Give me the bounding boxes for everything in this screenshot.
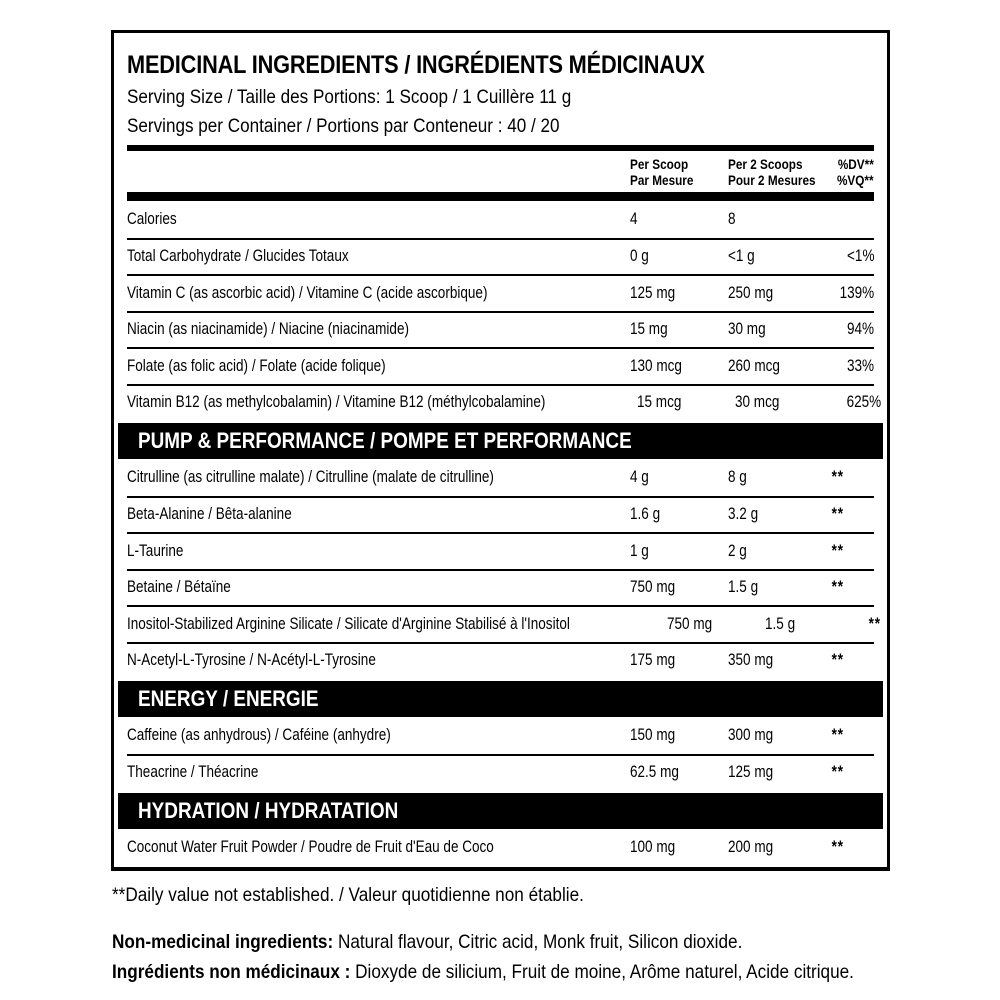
dv-value — [829, 210, 874, 229]
dv-value — [829, 357, 874, 376]
serving-size-line — [127, 87, 874, 108]
ingredient-name-text: Inositol-Stabilized Arginine Silicate / Silicate d'Arginine Stabilisé à l'Inositol — [127, 614, 570, 633]
column-header-dv — [829, 157, 874, 188]
table-row — [127, 459, 874, 496]
table-row — [127, 829, 874, 866]
dv-value — [829, 726, 874, 745]
dv-value — [829, 505, 874, 524]
per-scoop-value — [630, 320, 728, 339]
panel-title-text: MEDICINAL INGREDIENTS / INGRÉDIENTS MÉDICINAUX — [127, 51, 705, 79]
non-medicinal-text-en: Natural flavour, Citric acid, Monk fruit, Silicon dioxide. — [333, 931, 743, 953]
column-header-per-2-scoops — [728, 157, 829, 188]
non-medicinal-text-fr: Dioxyde de silicium, Fruit de moine, Arôme naturel, Acide citrique. — [350, 961, 854, 983]
per-scoop-value — [637, 393, 735, 412]
per-scoop-value-text: 4 — [630, 209, 638, 228]
panel-title — [127, 52, 874, 79]
non-medicinal-ingredients-fr — [112, 957, 912, 987]
per-2-scoops-value — [728, 578, 829, 597]
ingredient-name — [127, 505, 630, 524]
section-header-text: HYDRATION / HYDRATATION — [138, 798, 399, 823]
per-2-scoops-en: Per 2 Scoops — [728, 156, 803, 172]
per-scoop-value-text: 175 mg — [630, 651, 676, 670]
section-header-text: ENERGY / ENERGIE — [138, 686, 319, 711]
per-scoop-value-text: 100 mg — [630, 837, 676, 856]
per-scoop-value — [630, 210, 728, 229]
table-row — [127, 384, 882, 421]
daily-value-footnote — [112, 884, 912, 907]
section-header-hydration — [118, 793, 883, 829]
dv-value — [829, 838, 874, 857]
per-2-scoops-value-text: 8 g — [728, 467, 747, 486]
dv-value — [829, 284, 874, 303]
ingredient-name — [127, 284, 630, 303]
per-2-scoops-value — [728, 468, 829, 487]
column-header-empty — [127, 157, 630, 188]
per-scoop-value-text: 62.5 mg — [630, 763, 679, 782]
per-2-scoops-value — [728, 838, 829, 857]
per-scoop-value-text: 1.6 g — [630, 505, 661, 524]
ingredient-name — [127, 763, 630, 782]
per-scoop-en: Per Scoop — [630, 156, 689, 172]
table-row — [127, 532, 874, 569]
per-2-scoops-value-text: 3.2 g — [728, 505, 759, 524]
column-header-per-scoop — [630, 157, 728, 188]
table-row — [127, 201, 874, 238]
table-row — [127, 311, 874, 348]
per-2-scoops-value-text: 200 mg — [728, 837, 774, 856]
per-scoop-value — [630, 726, 728, 745]
per-2-scoops-value-text: 250 mg — [728, 283, 774, 302]
per-scoop-value — [630, 284, 728, 303]
dv-value-text: ** — [868, 614, 881, 633]
ingredient-name — [127, 468, 630, 487]
dv-value-text: ** — [831, 837, 844, 856]
per-2-scoops-value — [728, 542, 829, 561]
per-2-scoops-value — [728, 651, 829, 670]
per-scoop-value — [630, 505, 728, 524]
rule-below-headers — [127, 192, 874, 201]
table-row — [127, 347, 874, 384]
ingredient-name-text: Beta-Alanine / Bêta-alanine — [127, 505, 292, 524]
ingredient-name — [127, 542, 630, 561]
dv-value-text: ** — [831, 763, 844, 782]
table-row — [127, 642, 874, 679]
dv-en: %DV** — [838, 156, 874, 172]
non-medicinal-label-en: Non-medicinal ingredients: — [112, 931, 334, 953]
per-scoop-value — [630, 542, 728, 561]
per-2-scoops-value — [728, 726, 829, 745]
dv-value-text: 625% — [846, 393, 882, 412]
per-scoop-value — [667, 615, 765, 634]
ingredient-name — [127, 651, 630, 670]
dv-value — [829, 578, 874, 597]
dv-value — [829, 651, 874, 670]
per-2-scoops-value — [735, 393, 836, 412]
per-2-scoops-fr: Pour 2 Mesures — [728, 171, 816, 188]
per-scoop-value — [630, 468, 728, 487]
ingredient-name-text: N-Acetyl-L-Tyrosine / N-Acétyl-L-Tyrosine — [127, 651, 376, 670]
ingredient-name — [127, 320, 630, 339]
per-scoop-value — [630, 651, 728, 670]
ingredient-name — [127, 578, 630, 597]
dv-value — [829, 247, 874, 266]
per-scoop-value — [630, 763, 728, 782]
section-header-energy — [118, 681, 883, 717]
per-scoop-value-text: 125 mg — [630, 283, 676, 302]
ingredient-name — [127, 393, 637, 412]
ingredient-name-text: Vitamin C (as ascorbic acid) / Vitamine C (acide ascorbique) — [127, 283, 488, 302]
per-2-scoops-value-text: 30 mg — [728, 320, 766, 339]
per-2-scoops-value — [728, 763, 829, 782]
per-2-scoops-value-text: 1.5 g — [765, 614, 796, 633]
per-scoop-value-text: 750 mg — [667, 614, 713, 633]
per-2-scoops-value-text: 350 mg — [728, 651, 774, 670]
daily-value-footnote-text: **Daily value not established. / Valeur quotidienne non établie. — [112, 884, 584, 906]
dv-value — [829, 542, 874, 561]
ingredient-name-text: L-Taurine — [127, 541, 184, 560]
ingredient-name-text: Vitamin B12 (as methylcobalamin) / Vitamine B12 (méthylcobalamine) — [127, 393, 546, 412]
ingredient-name — [127, 357, 630, 376]
dv-value-text: 139% — [839, 283, 874, 302]
footer — [112, 884, 912, 987]
section-header-pump-performance — [118, 423, 883, 459]
per-2-scoops-value-text: 8 — [728, 209, 736, 228]
dv-fr: %VQ** — [837, 171, 874, 188]
dv-value-text: <1% — [846, 247, 874, 266]
ingredient-name-text: Caffeine (as anhydrous) / Caféine (anhydre) — [127, 725, 391, 744]
dv-value-text: 33% — [846, 356, 874, 375]
ingredient-name — [127, 726, 630, 745]
per-2-scoops-value-text: <1 g — [728, 247, 755, 266]
ingredient-name-text: Niacin (as niacinamide) / Niacine (niacinamide) — [127, 320, 409, 339]
ingredient-name-text: Theacrine / Théacrine — [127, 763, 259, 782]
servings-per-container-line — [127, 116, 874, 137]
per-scoop-value-text: 4 g — [630, 467, 649, 486]
per-scoop-value — [630, 578, 728, 597]
per-scoop-value-text: 15 mg — [630, 320, 668, 339]
per-2-scoops-value-text: 1.5 g — [728, 578, 759, 597]
table-row — [127, 569, 874, 606]
dv-value — [836, 393, 881, 412]
ingredient-name — [127, 615, 667, 634]
ingredient-name — [127, 838, 630, 857]
per-2-scoops-value — [728, 284, 829, 303]
dv-value — [829, 763, 874, 782]
servings-per-container-text: Servings per Container / Portions par Conteneur : 40 / 20 — [127, 116, 560, 137]
column-header-row — [127, 151, 874, 192]
per-2-scoops-value-text: 2 g — [728, 541, 747, 560]
dv-value — [829, 320, 874, 339]
dv-value-text: ** — [831, 578, 844, 597]
dv-value-text: ** — [831, 725, 844, 744]
serving-size-text: Serving Size / Taille des Portions: 1 Scoop / 1 Cuillère 11 g — [127, 87, 572, 108]
table-row — [127, 605, 881, 642]
per-scoop-value — [630, 357, 728, 376]
per-2-scoops-value — [765, 615, 866, 634]
non-medicinal-ingredients-en — [112, 927, 912, 957]
table-row — [127, 496, 874, 533]
table-row — [127, 274, 874, 311]
dv-value-text: 94% — [846, 320, 874, 339]
ingredient-name-text: Folate (as folic acid) / Folate (acide folique) — [127, 356, 386, 375]
per-scoop-value-text: 750 mg — [630, 578, 676, 597]
per-2-scoops-value — [728, 357, 829, 376]
non-medicinal-label-fr: Ingrédients non médicinaux : — [112, 961, 351, 983]
dv-value — [829, 468, 874, 487]
table-row — [127, 754, 874, 791]
per-2-scoops-value-text: 300 mg — [728, 725, 774, 744]
dv-value-text: ** — [831, 505, 844, 524]
per-2-scoops-value — [728, 505, 829, 524]
per-scoop-fr: Par Mesure — [630, 171, 694, 188]
ingredient-name-text: Coconut Water Fruit Powder / Poudre de Fruit d'Eau de Coco — [127, 837, 494, 856]
per-scoop-value-text: 1 g — [630, 541, 649, 560]
section-header-text: PUMP & PERFORMANCE / POMPE ET PERFORMANCE — [138, 428, 632, 453]
ingredient-name-text: Citrulline (as citrulline malate) / Citrulline (malate de citrulline) — [127, 467, 494, 486]
ingredient-name-text: Betaine / Bétaïne — [127, 578, 231, 597]
per-scoop-value-text: 0 g — [630, 247, 649, 266]
per-scoop-value-text: 150 mg — [630, 725, 676, 744]
per-2-scoops-value — [728, 247, 829, 266]
per-scoop-value — [630, 838, 728, 857]
per-2-scoops-value-text: 125 mg — [728, 763, 774, 782]
per-2-scoops-value-text: 260 mcg — [728, 356, 780, 375]
per-scoop-value-text: 130 mcg — [630, 356, 682, 375]
supplement-facts-panel — [111, 30, 890, 871]
per-2-scoops-value — [728, 210, 829, 229]
ingredient-name-text: Calories — [127, 209, 177, 228]
ingredient-name-text: Total Carbohydrate / Glucides Totaux — [127, 247, 349, 266]
per-scoop-value — [630, 247, 728, 266]
ingredient-name — [127, 247, 630, 266]
per-2-scoops-value-text: 30 mcg — [735, 393, 780, 412]
dv-value-text: ** — [831, 467, 844, 486]
table-row — [127, 238, 874, 275]
per-scoop-value-text: 15 mcg — [637, 393, 682, 412]
dv-value-text: ** — [831, 541, 844, 560]
per-2-scoops-value — [728, 320, 829, 339]
dv-value-text: ** — [831, 651, 844, 670]
dv-value — [866, 615, 911, 634]
table-row — [127, 717, 874, 754]
ingredient-name — [127, 210, 630, 229]
